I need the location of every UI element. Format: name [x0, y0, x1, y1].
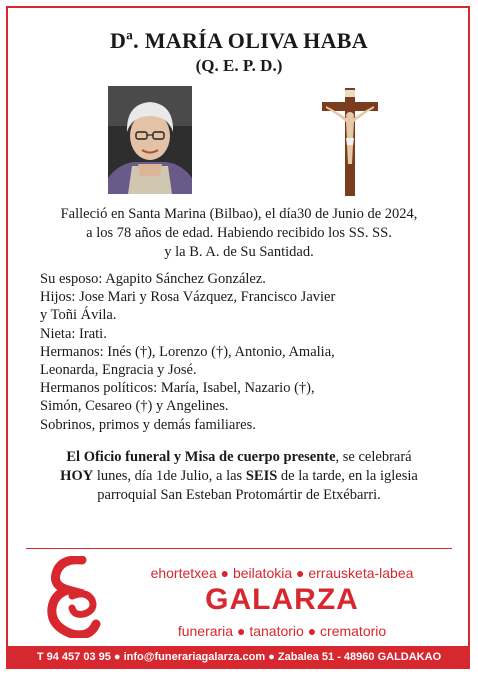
family-list: [40, 270, 450, 434]
deceased-name: Dª. MARÍA OLIVA HABA: [110, 28, 368, 53]
contact-footer: T 94 457 03 95 ● info@funerariagalarza.com ● Zabalea 51 - 48960 GALDAKAO: [8, 646, 470, 668]
family-line: Hermanos: Inés (†), Lorenzo (†), Antonio, Amalia,: [40, 343, 335, 360]
intro-line: Falleció en Santa Marina (Bilbao), el día30 de Junio de 2024,: [60, 206, 418, 222]
service-text: de la tarde, en la iglesia: [277, 468, 418, 484]
service-line: [20, 467, 458, 486]
family-line: y Toñi Ávila.: [40, 307, 117, 324]
service-time: SEIS: [245, 468, 278, 484]
service-line: parroquial San Esteban Protomártir de Etxébarri.: [97, 487, 381, 503]
family-line: Sobrinos, primos y demás familiares.: [40, 416, 256, 433]
service-line: [20, 448, 458, 467]
family-line: Nieta: Irati.: [40, 325, 107, 342]
crucifix-icon: [320, 88, 380, 196]
intro-line: a los 78 años de edad. Habiendo recibido los SS. SS.: [86, 225, 392, 241]
family-line: Leonarda, Engracia y José.: [40, 362, 197, 379]
service-title: El Oficio funeral y Misa de cuerpo presente: [66, 449, 336, 465]
divider-line: [26, 548, 452, 549]
portrait-photo: [108, 86, 192, 194]
rest-in-peace: (Q. E. P. D.): [195, 56, 283, 75]
service-today: HOY: [60, 468, 94, 484]
funeral-service-notice: [20, 448, 458, 505]
family-line: Hijos: Jose Mari y Rosa Vázquez, Francisco Javier: [40, 289, 336, 306]
family-line: Su esposo: Agapito Sánchez González.: [40, 271, 266, 287]
services-basque: ehortetxea ● beilatokia ● errausketa-labea: [150, 565, 414, 581]
brand-name: GALARZA: [205, 583, 359, 616]
intro-line: y la B. A. de Su Santidad.: [164, 244, 314, 260]
services-spanish: funeraria ● tanatorio ● crematorio: [177, 623, 387, 639]
death-announcement: [20, 205, 458, 262]
galarza-logo-icon: [42, 556, 104, 638]
service-text: lunes, día 1de Julio, a las: [93, 468, 246, 484]
family-line: Hermanos políticos: María, Isabel, Nazario (†),: [40, 380, 315, 397]
family-line: Simón, Cesareo (†) y Angelines.: [40, 398, 229, 415]
service-text: , se celebrará: [335, 449, 412, 465]
